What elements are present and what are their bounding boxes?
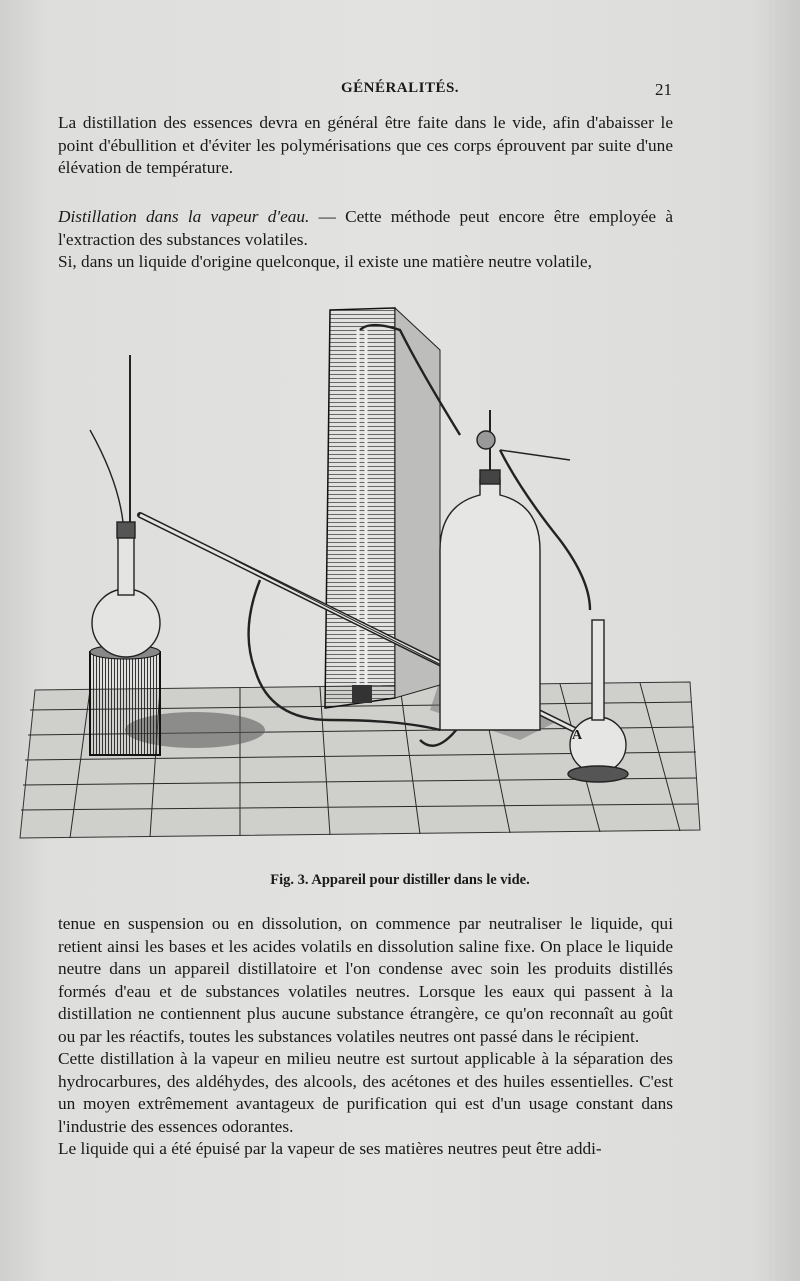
figure-caption: Fig. 3. Appareil pour distiller dans le vide. <box>270 872 530 888</box>
text-block-bottom <box>58 913 673 1161</box>
section-runin-heading: Distillation dans la vapeur d'eau. <box>58 207 310 226</box>
manometer-board <box>325 308 440 708</box>
paragraph-exhausted-liquid: Le liquide qui a été épuisé par la vapeur de ses matières neutres peut être addi- <box>58 1139 602 1158</box>
figure-distillation-apparatus <box>0 290 800 855</box>
paragraph-applications: Cette distillation à la vapeur en milieu neutre est surtout applicable à la séparation des hydrocarbures, des aldéhydes, des alcools, des acétones et des huiles essentielles. C'est un moyen extrêmement avantageux de purification qui est d'un usage constant dans l'industrie des essences odorantes. <box>58 1049 673 1136</box>
paragraph-neutral-matter: Si, dans un liquide d'origine quelconque, il existe une matière neutre volatile, <box>58 252 592 271</box>
paragraph-neutralisation: tenue en suspension ou en dissolution, on commence par neutraliser le liquide, qui retient ainsi les bases et les acides volatils en dissolution saline fixe. On place le liquide neutre dans un appareil distillatoire et l'on condense avec soin les produits distillés formés d'eau et de substances volatiles neutres. Lorsque les eaux qui passent à la distillation ne contiennent plus aucune substance étrangère, ce qu'on reconnaît au goût ou par les réactifs, toutes les substances volatiles neutres ont passé dans le récipient. <box>58 914 673 1046</box>
text-block-steam <box>58 206 673 274</box>
paragraph-steam-distillation <box>58 206 673 251</box>
paragraph-vacuum-distillation: La distillation des essences devra en général être faite dans le vide, afin d'abaisser le point d'ébullition et d'éviter les polymérisations que ces corps éprouvent par suite d'une élévation de température. <box>58 113 673 177</box>
paragraph-steam-text: — Cette méthode peut encore être employée à l'extraction des substances volatiles. <box>58 207 673 249</box>
boiling-flask <box>90 355 160 657</box>
text-block-top <box>58 112 673 180</box>
water-bath <box>90 645 160 755</box>
running-head: GÉNÉRALITÉS. <box>340 80 460 96</box>
page-header <box>0 80 800 104</box>
page-number: 21 <box>655 80 672 99</box>
apparatus-label-a: A <box>572 728 583 743</box>
apparatus-engraving <box>0 290 800 855</box>
